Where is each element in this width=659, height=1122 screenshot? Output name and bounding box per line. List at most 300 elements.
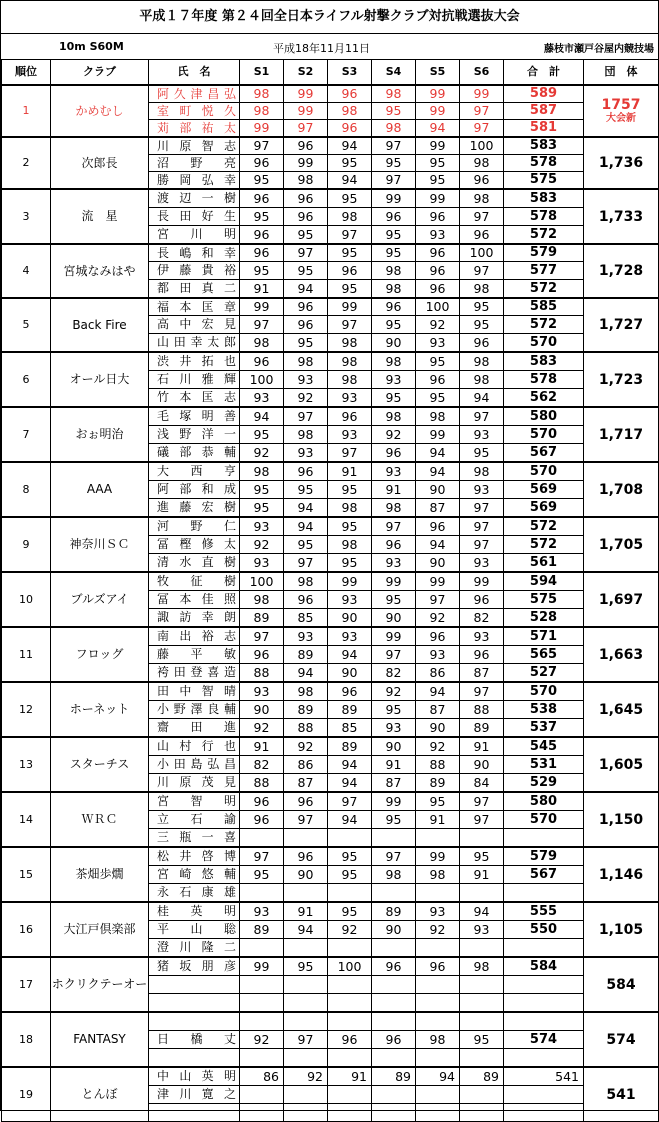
team-total: 574 (606, 1031, 636, 1048)
series-score-s6: 98 (460, 189, 504, 208)
series-score-s2: 89 (284, 646, 328, 664)
series-score-s2: 97 (284, 554, 328, 573)
rank-cell: 1 (2, 85, 51, 137)
series-score-s6: 100 (460, 137, 504, 155)
shooter-name: 川原茂見 (149, 774, 240, 793)
series-score-s6: 95 (460, 847, 504, 866)
series-score-s4: 96 (372, 208, 416, 226)
series-score-s4: 99 (372, 572, 416, 591)
shooter-total: 572 (504, 316, 584, 334)
series-score-s3: 89 (328, 737, 372, 756)
shooter-total: 561 (504, 554, 584, 573)
series-score-s1 (240, 1086, 284, 1104)
table-row (2, 352, 659, 371)
shooter-name: 南出裕志 (149, 627, 240, 646)
table-row (2, 792, 659, 811)
shooter-total: 570 (504, 811, 584, 829)
series-score-s5: 95 (416, 389, 460, 408)
table-row (2, 517, 659, 536)
shooter-name: 長田好生 (149, 208, 240, 226)
team-total-cell (584, 847, 659, 902)
series-score-s3: 94 (328, 756, 372, 774)
shooter-name: 齋田進 (149, 719, 240, 738)
series-score-s5: 92 (416, 316, 460, 334)
series-score-s6: 99 (460, 85, 504, 103)
series-score-s3 (328, 1049, 372, 1068)
series-score-s4: 89 (372, 1067, 416, 1086)
series-score-s3 (328, 994, 372, 1013)
series-score-s2: 94 (284, 921, 328, 939)
series-score-s1: 96 (240, 352, 284, 371)
team-total-cell (584, 85, 659, 137)
club-cell: 宮城なみはや (51, 244, 149, 298)
club-cell: ＷＲＣ (51, 792, 149, 847)
series-score-s3: 100 (328, 957, 372, 976)
series-score-s2: 98 (284, 352, 328, 371)
document-title: 平成１７年度 第２４回全日本ライフル射撃クラブ対抗戦選抜大会 (139, 9, 520, 24)
series-score-s5: 93 (416, 334, 460, 353)
series-score-s3: 96 (328, 1031, 372, 1049)
shooter-total: 570 (504, 426, 584, 444)
series-score-s4: 95 (372, 155, 416, 172)
series-score-s5: 94 (416, 1067, 460, 1086)
series-score-s6: 97 (460, 792, 504, 811)
club-cell: ホクリクテーオー (51, 957, 149, 1012)
series-score-s2: 98 (284, 426, 328, 444)
series-score-s2: 90 (284, 866, 328, 884)
shooter-total: 570 (504, 682, 584, 701)
series-score-s2: 95 (284, 536, 328, 554)
series-score-s1: 95 (240, 208, 284, 226)
rank-cell: 13 (2, 737, 51, 792)
rank-cell: 14 (2, 792, 51, 847)
series-score-s4: 96 (372, 298, 416, 316)
shooter-name: 藤平敏 (149, 646, 240, 664)
series-score-s6: 90 (460, 756, 504, 774)
results-table (1, 59, 659, 1122)
series-score-s6: 99 (460, 572, 504, 591)
series-score-s3: 92 (328, 921, 372, 939)
series-score-s6 (460, 1012, 504, 1031)
team-total-cell (584, 298, 659, 352)
shooter-name: 冨樫修太 (149, 536, 240, 554)
series-score-s6: 96 (460, 226, 504, 245)
shooter-name: 毛塚明善 (149, 407, 240, 426)
series-score-s5: 86 (416, 664, 460, 683)
series-score-s1: 92 (240, 444, 284, 463)
series-score-s4: 98 (372, 866, 416, 884)
series-score-s2: 97 (284, 1031, 328, 1049)
series-score-s4: 90 (372, 921, 416, 939)
shooter-name: 川原智志 (149, 137, 240, 155)
series-score-s4: 89 (372, 902, 416, 921)
series-score-s4: 93 (372, 554, 416, 573)
event-name: 10m S60M (59, 40, 124, 53)
series-score-s4: 95 (372, 591, 416, 609)
shooter-name: 苅部祐太 (149, 120, 240, 138)
series-score-s6: 94 (460, 902, 504, 921)
rank-cell: 3 (2, 189, 51, 244)
shooter-total: 583 (504, 352, 584, 371)
series-score-s4 (372, 939, 416, 958)
team-total: 1,697 (598, 591, 644, 608)
shooter-name: 宮崎悠輔 (149, 866, 240, 884)
rank-cell: 8 (2, 462, 51, 517)
table-row (2, 407, 659, 426)
series-score-s5: 92 (416, 737, 460, 756)
team-total: 1,728 (598, 263, 644, 279)
shooter-name: 諏訪幸朗 (149, 609, 240, 628)
shooter-name: 山村行也 (149, 737, 240, 756)
series-score-s3: 95 (328, 189, 372, 208)
rank-cell: 9 (2, 517, 51, 572)
series-score-s1: 94 (240, 407, 284, 426)
series-score-s5: 87 (416, 499, 460, 518)
series-score-s6: 91 (460, 737, 504, 756)
series-score-s1 (240, 939, 284, 958)
team-total-cell (584, 244, 659, 298)
series-score-s1: 99 (240, 120, 284, 138)
series-score-s2: 94 (284, 280, 328, 299)
series-score-s6: 97 (460, 120, 504, 138)
series-score-s4: 96 (372, 1031, 416, 1049)
series-score-s2 (284, 994, 328, 1013)
series-score-s5: 96 (416, 262, 460, 280)
shooter-total: 569 (504, 481, 584, 499)
series-score-s4: 82 (372, 664, 416, 683)
shooter-name: 山田幸太郎 (149, 334, 240, 353)
series-score-s2: 96 (284, 208, 328, 226)
series-score-s1: 97 (240, 627, 284, 646)
series-score-s1: 82 (240, 756, 284, 774)
series-score-s6 (460, 939, 504, 958)
series-score-s3: 98 (328, 352, 372, 371)
shooter-name: 平山聡 (149, 921, 240, 939)
shooter-name: 小野澤良輔 (149, 701, 240, 719)
series-score-s1 (240, 1049, 284, 1068)
series-score-s2 (284, 1086, 328, 1104)
series-score-s4: 98 (372, 499, 416, 518)
series-score-s6: 96 (460, 334, 504, 353)
shooter-total: 545 (504, 737, 584, 756)
series-score-s4 (372, 1012, 416, 1031)
series-score-s1 (240, 884, 284, 903)
series-score-s5: 94 (416, 682, 460, 701)
shooter-total: 585 (504, 298, 584, 316)
series-score-s1: 96 (240, 189, 284, 208)
series-score-s2 (284, 884, 328, 903)
series-score-s1: 93 (240, 682, 284, 701)
series-score-s6: 95 (460, 444, 504, 463)
shooter-name: 松井啓博 (149, 847, 240, 866)
series-score-s3: 95 (328, 280, 372, 299)
series-score-s1 (240, 1104, 284, 1122)
shooter-total: 572 (504, 517, 584, 536)
series-score-s5: 100 (416, 298, 460, 316)
series-score-s5 (416, 939, 460, 958)
team-total: 1,146 (598, 866, 644, 883)
shooter-total: 528 (504, 609, 584, 628)
series-score-s3: 95 (328, 902, 372, 921)
series-score-s6: 88 (460, 701, 504, 719)
shooter-total: 567 (504, 444, 584, 463)
table-row (2, 244, 659, 262)
series-score-s3 (328, 939, 372, 958)
series-score-s2: 93 (284, 627, 328, 646)
series-score-s6: 97 (460, 517, 504, 536)
table-row (2, 1067, 659, 1086)
series-score-s5: 96 (416, 517, 460, 536)
shooter-name: 小田島弘昌 (149, 756, 240, 774)
series-score-s2 (284, 1104, 328, 1122)
series-score-s6: 84 (460, 774, 504, 793)
rank-cell: 7 (2, 407, 51, 462)
series-score-s4: 95 (372, 226, 416, 245)
rank-cell: 10 (2, 572, 51, 627)
rank-cell: 19 (2, 1067, 51, 1122)
series-score-s3: 98 (328, 103, 372, 120)
series-score-s1: 96 (240, 155, 284, 172)
shooter-total: 572 (504, 226, 584, 245)
series-score-s4 (372, 884, 416, 903)
club-cell: かめむし (51, 85, 149, 137)
series-score-s3: 93 (328, 591, 372, 609)
series-score-s4: 96 (372, 444, 416, 463)
series-score-s2: 98 (284, 572, 328, 591)
team-total-cell (584, 1012, 659, 1067)
series-score-s5: 98 (416, 866, 460, 884)
series-score-s6 (460, 1049, 504, 1068)
shooter-name: 伊藤貴裕 (149, 262, 240, 280)
series-score-s4: 99 (372, 189, 416, 208)
series-score-s6: 93 (460, 426, 504, 444)
series-score-s1 (240, 1012, 284, 1031)
series-score-s1: 91 (240, 737, 284, 756)
shooter-total: 572 (504, 536, 584, 554)
series-score-s4: 92 (372, 426, 416, 444)
shooter-total: 562 (504, 389, 584, 408)
shooter-name: 河野仁 (149, 517, 240, 536)
series-score-s6: 89 (460, 719, 504, 738)
series-score-s2: 87 (284, 774, 328, 793)
shooter-name: 牧征樹 (149, 572, 240, 591)
series-score-s5: 99 (416, 103, 460, 120)
series-score-s2: 93 (284, 371, 328, 389)
series-score-s4: 96 (372, 536, 416, 554)
team-total-cell (584, 352, 659, 407)
header-team-total: 団 体 (584, 60, 659, 86)
series-score-s5: 95 (416, 172, 460, 190)
series-score-s3: 90 (328, 664, 372, 683)
shooter-total (504, 976, 584, 994)
series-score-s1: 96 (240, 811, 284, 829)
series-score-s6: 98 (460, 280, 504, 299)
team-total: 1,663 (598, 646, 644, 663)
series-score-s5 (416, 829, 460, 848)
shooter-name (149, 1012, 240, 1031)
series-score-s3: 97 (328, 792, 372, 811)
series-score-s1: 93 (240, 902, 284, 921)
shooter-total: 579 (504, 847, 584, 866)
team-total-cell (584, 407, 659, 462)
series-score-s4: 99 (372, 627, 416, 646)
series-score-s4: 90 (372, 609, 416, 628)
series-score-s3 (328, 976, 372, 994)
series-score-s6 (460, 884, 504, 903)
series-score-s4: 95 (372, 244, 416, 262)
series-score-s1: 86 (240, 1067, 284, 1086)
series-score-s6: 93 (460, 481, 504, 499)
header-s3: S3 (328, 60, 372, 86)
series-score-s2: 95 (284, 334, 328, 353)
series-score-s6: 97 (460, 208, 504, 226)
series-score-s5: 90 (416, 554, 460, 573)
shooter-name: 浅野洋一 (149, 426, 240, 444)
shooter-name: 高中宏見 (149, 316, 240, 334)
header-s6: S6 (460, 60, 504, 86)
series-score-s1: 92 (240, 536, 284, 554)
series-score-s3: 91 (328, 1067, 372, 1086)
series-score-s2: 95 (284, 957, 328, 976)
shooter-name: 澄川隆二 (149, 939, 240, 958)
series-score-s4 (372, 976, 416, 994)
series-score-s3: 94 (328, 137, 372, 155)
series-score-s6: 96 (460, 172, 504, 190)
series-score-s3 (328, 829, 372, 848)
series-score-s2: 95 (284, 481, 328, 499)
series-score-s2: 91 (284, 902, 328, 921)
team-total-cell (584, 957, 659, 1012)
series-score-s6: 97 (460, 103, 504, 120)
series-score-s6: 98 (460, 462, 504, 481)
series-score-s3 (328, 1086, 372, 1104)
series-score-s1: 93 (240, 517, 284, 536)
series-score-s5: 96 (416, 280, 460, 299)
shooter-total: 529 (504, 774, 584, 793)
table-row (2, 847, 659, 866)
series-score-s1 (240, 976, 284, 994)
series-score-s5: 94 (416, 536, 460, 554)
series-score-s5: 96 (416, 957, 460, 976)
shooter-name: 立石諭 (149, 811, 240, 829)
series-score-s1: 97 (240, 316, 284, 334)
team-total-cell (584, 572, 659, 627)
series-score-s4 (372, 1086, 416, 1104)
series-score-s5 (416, 1049, 460, 1068)
series-score-s5: 88 (416, 756, 460, 774)
shooter-total: 580 (504, 407, 584, 426)
series-score-s6: 97 (460, 262, 504, 280)
series-score-s3: 97 (328, 226, 372, 245)
team-total-cell (584, 902, 659, 957)
series-score-s4 (372, 994, 416, 1013)
table-row (2, 137, 659, 155)
club-cell: フロッグ (51, 627, 149, 682)
series-score-s1: 98 (240, 103, 284, 120)
table-row (2, 298, 659, 316)
table-row (2, 85, 659, 103)
series-score-s6: 98 (460, 155, 504, 172)
series-score-s6: 89 (460, 1067, 504, 1086)
series-score-s4: 93 (372, 371, 416, 389)
shooter-total (504, 1104, 584, 1122)
series-score-s1: 95 (240, 481, 284, 499)
series-score-s5: 96 (416, 244, 460, 262)
table-row (2, 1012, 659, 1031)
series-score-s2: 98 (284, 172, 328, 190)
shooter-total: 578 (504, 208, 584, 226)
series-score-s3: 97 (328, 316, 372, 334)
shooter-total: 538 (504, 701, 584, 719)
series-score-s2: 99 (284, 155, 328, 172)
series-score-s2: 96 (284, 189, 328, 208)
series-score-s6: 93 (460, 921, 504, 939)
series-score-s1: 99 (240, 298, 284, 316)
series-score-s3: 95 (328, 847, 372, 866)
series-score-s5: 96 (416, 371, 460, 389)
shooter-total: 574 (504, 1031, 584, 1049)
series-score-s5: 95 (416, 352, 460, 371)
shooter-total: 575 (504, 591, 584, 609)
series-score-s3: 95 (328, 554, 372, 573)
shooter-name: 進藤宏樹 (149, 499, 240, 518)
series-score-s3: 93 (328, 426, 372, 444)
team-total: 1,645 (598, 701, 644, 718)
series-score-s3: 98 (328, 334, 372, 353)
rank-cell: 18 (2, 1012, 51, 1067)
club-cell: AAA (51, 462, 149, 517)
series-score-s3: 93 (328, 627, 372, 646)
team-total-cell (584, 737, 659, 792)
series-score-s6 (460, 976, 504, 994)
header-club: クラブ (51, 60, 149, 86)
series-score-s2: 86 (284, 756, 328, 774)
rank-cell: 17 (2, 957, 51, 1012)
team-total: 1757 (601, 97, 641, 113)
shooter-total: 577 (504, 262, 584, 280)
shooter-name: 袴田登喜造 (149, 664, 240, 683)
shooter-name: 冨本佳照 (149, 591, 240, 609)
series-score-s6: 93 (460, 554, 504, 573)
series-score-s2: 99 (284, 103, 328, 120)
series-score-s2: 96 (284, 847, 328, 866)
club-cell: 茶畑歩燗 (51, 847, 149, 902)
series-score-s5: 99 (416, 847, 460, 866)
series-score-s5: 98 (416, 407, 460, 426)
rank-cell: 5 (2, 298, 51, 352)
shooter-total: 578 (504, 155, 584, 172)
series-score-s6: 98 (460, 957, 504, 976)
team-total-cell (584, 1067, 659, 1122)
series-score-s3: 99 (328, 572, 372, 591)
shooter-total: 570 (504, 334, 584, 353)
series-score-s3: 95 (328, 481, 372, 499)
team-total-cell (584, 189, 659, 244)
series-score-s3 (328, 1012, 372, 1031)
series-score-s3: 96 (328, 262, 372, 280)
table-row (2, 572, 659, 591)
series-score-s2: 97 (284, 244, 328, 262)
club-cell: FANTASY (51, 1012, 149, 1067)
series-score-s3: 99 (328, 298, 372, 316)
series-score-s5 (416, 994, 460, 1013)
series-score-s6: 97 (460, 536, 504, 554)
series-score-s4 (372, 1104, 416, 1122)
rank-cell: 12 (2, 682, 51, 737)
series-score-s5: 99 (416, 189, 460, 208)
series-score-s4: 87 (372, 774, 416, 793)
series-score-s1: 97 (240, 137, 284, 155)
